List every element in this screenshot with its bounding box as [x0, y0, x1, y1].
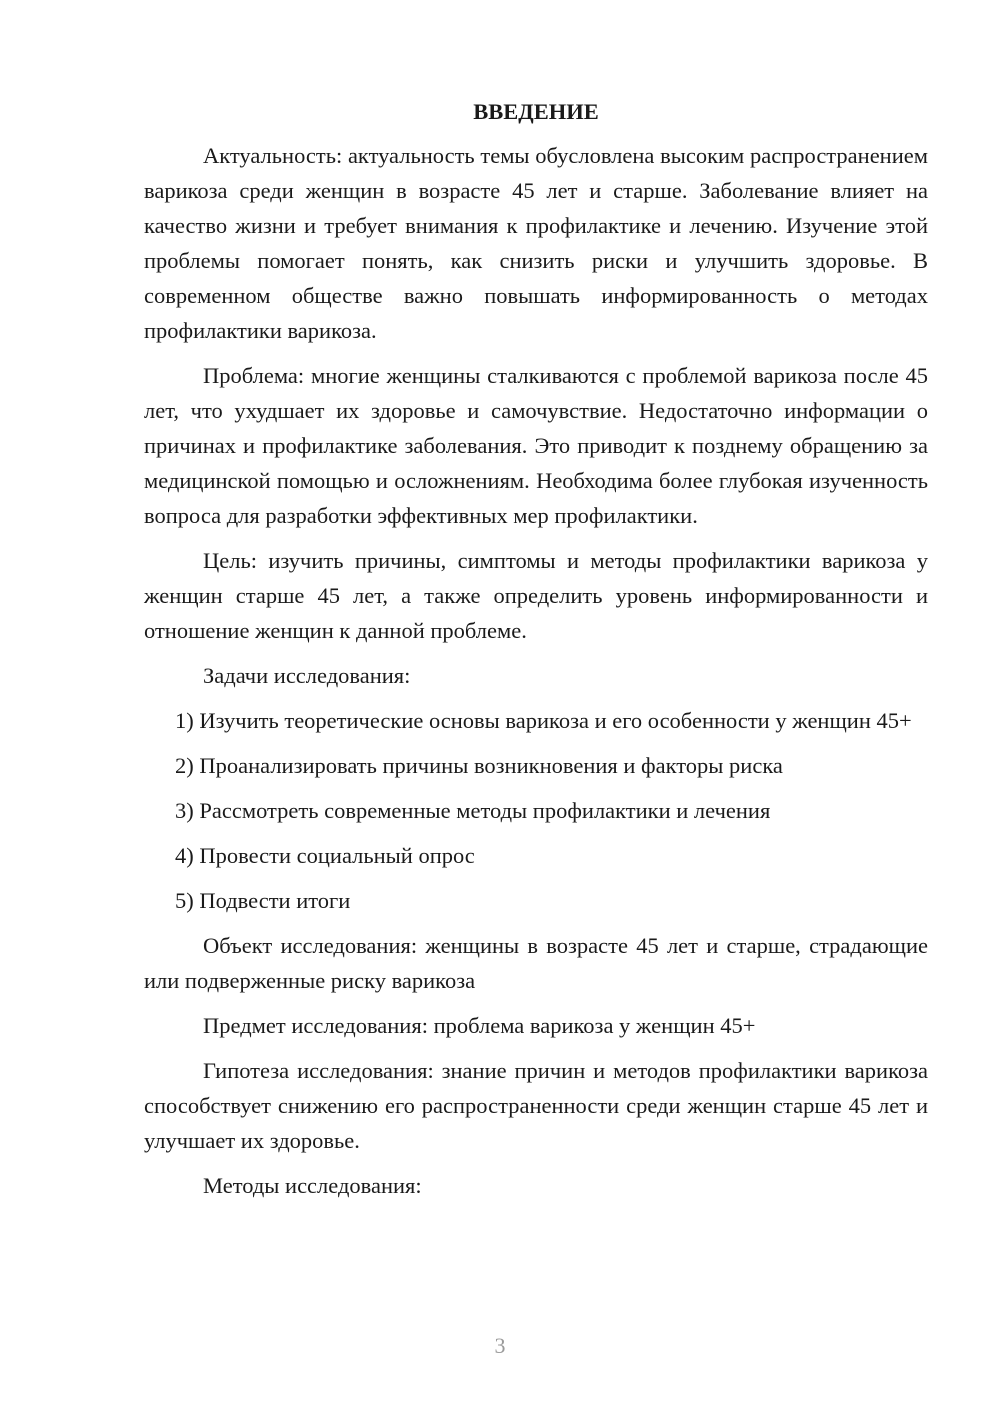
task-item-3: 3) Рассмотреть современные методы профилактики и лечения	[175, 798, 771, 823]
page-title: ВВЕДЕНИЕ	[473, 99, 599, 124]
page-number: 3	[494, 1333, 506, 1358]
object-paragraph: Объект исследования: женщины в возрасте 45 лет и старше, страдающие или подверженные риску варикоза	[144, 933, 928, 993]
task-item-1: 1) Изучить теоретические основы варикоза и его особенности у женщин 45+	[175, 708, 912, 733]
task-item-4: 4) Провести социальный опрос	[175, 843, 475, 868]
goal-paragraph: Цель: изучить причины, симптомы и методы профилактики варикоза у женщин старше 45 лет, а также определить уровень информированности и отношение женщин к данной проблеме.	[144, 548, 928, 643]
task-item-5: 5) Подвести итоги	[175, 888, 351, 913]
task-item-2: 2) Проанализировать причины возникновения и факторы риска	[175, 753, 783, 778]
problem-paragraph: Проблема: многие женщины сталкиваются с проблемой варикоза после 45 лет, что ухудшает их здоровье и самочувствие. Недостаточно информации о причинах и профилактике заболевания. Это приводит к позднему обращению за медицинской помощью и осложнениям. Необходима более глубокая изученность вопроса для разработки эффективных мер профилактики.	[144, 363, 928, 528]
subject-paragraph: Предмет исследования: проблема варикоза у женщин 45+	[203, 1013, 756, 1038]
methods-heading: Методы исследования:	[203, 1173, 422, 1198]
relevance-paragraph: Актуальность: актуальность темы обусловлена высоким распространением варикоза среди женщин в возрасте 45 лет и старше. Заболевание влияет на качество жизни и требует внимания к профилактике и лечению. Изучение этой проблемы помогает понять, как снизить риски и улучшить здоровье. В современном обществе важно повышать информированность о методах профилактики варикоза.	[144, 143, 928, 343]
hypothesis-paragraph: Гипотеза исследования: знание причин и методов профилактики варикоза способствует снижению его распространенности среди женщин старше 45 лет и улучшает их здоровье.	[144, 1058, 928, 1153]
tasks-heading: Задачи исследования:	[203, 663, 411, 688]
document-body	[144, 96, 928, 1213]
